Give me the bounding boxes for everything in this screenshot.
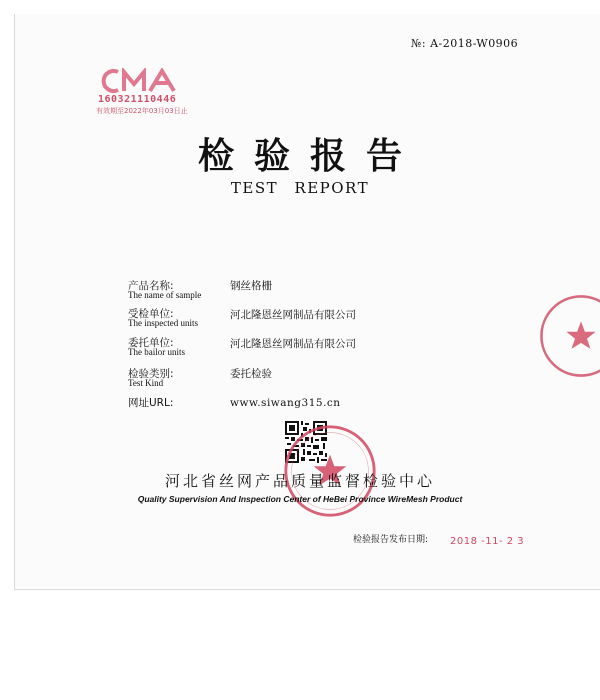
inspected-unit-value: 河北隆恩丝网制品有限公司 — [230, 309, 356, 321]
test-kind-label-cn: 检验类别: — [128, 368, 174, 380]
report-title-en: TEST REPORT — [230, 179, 370, 197]
cma-validity: 有效期至2022年03月03日止 — [96, 107, 188, 115]
issue-date-value: 2018 -11- 2 3 — [450, 536, 525, 547]
inspected-unit-label-cn: 受检单位: — [128, 308, 174, 320]
cma-logo-icon — [96, 68, 186, 94]
bailor-unit-value: 河北隆恩丝网制品有限公司 — [230, 338, 356, 350]
cma-number: 160321110446 — [98, 94, 177, 105]
report-number: №: A-2018-W0906 — [411, 37, 519, 50]
bailor-unit-label-en: The bailor units — [128, 347, 185, 357]
organization-name-en: Quality Supervision And Inspection Center of HeBei Province WireMesh Product — [137, 494, 463, 504]
url-value: www.siwang315.cn — [230, 397, 341, 409]
cma-certification-mark — [96, 68, 196, 115]
test-kind-value: 委托检验 — [230, 368, 272, 380]
test-kind-label-en: Test Kind — [128, 378, 164, 388]
official-seal-right — [538, 293, 600, 379]
inspected-unit-label-en: The inspected units — [128, 318, 198, 328]
report-title-cn: 检验报告 — [197, 135, 422, 177]
organization-name-cn: 河北省丝网产品质量监督检验中心 — [164, 472, 435, 490]
sample-name-label-cn: 产品名称: — [128, 280, 174, 292]
bailor-unit-label-cn: 委托单位: — [128, 337, 174, 349]
issue-date-label: 检验报告发布日期: — [353, 535, 429, 545]
sample-name-value: 钢丝格栅 — [230, 280, 272, 292]
url-label: 网址URL: — [128, 397, 174, 409]
sample-name-label-en: The name of sample — [128, 290, 202, 300]
